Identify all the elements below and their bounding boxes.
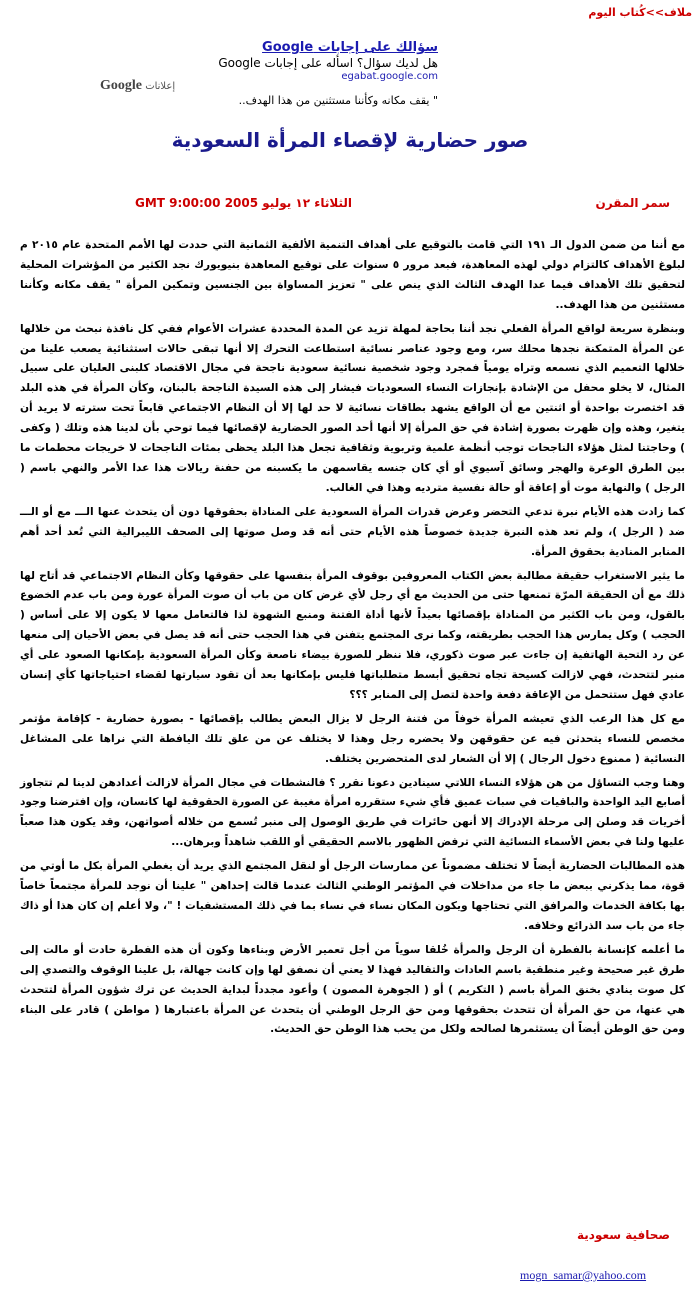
article-paragraph: وبنظرة سريعة لواقع المرأة الفعلي نجد أننا بحاجة لمهلة تزيد عن المدة المحددة عشرات الأعوام ففي كل نافذة نبحث من خلالها عن المرأة المتمكنة نجدها محلك سر، ومع وجود عناصر نسائية استطاعت التحرك إلا أنها تبقى حالات استثنائية يصعب علينا من خلالها التعميم الذي نسمعه وتراه يومياً فمجرد وجود شخصية نسائية سعودية ناجحة في مجال الاقتصاد كلبنى العليان على سبيل المثال، لا يخلو محفل من الإشادة بإنجازات النساء السعوديات فيشار إلى هذه السيدة الناجحة بالبنان، وكأن المرأة في هذه البلد قد اختصرت بواحدة أو اثنتين مع أن الواقع يشهد بطاقات نسائية لا حد لها إلا أن النظام الاجتماعي قابعاً تحت سترته لا يريد أن يتغير، وهذه وإن ظهرت بصورة إشادة في حق المرأة إلا أنها أحد الصور الحضارية لإقصائها فيما توحي بأن لدينا هذه وتلك ( وكفى ) وحاجتنا لمثل هؤلاء الناجحات توجب أنظمة علمية وتربوية وثقافية تجعل هذا البلد يحظى بمئات الناجحات لا خريجات محطمات ما بين الطرق الوعرة والهجر وسائق آسيوي أو أي كان جنسه يقاسمهن ما يكسبنه من حفنة ريالات هذا عدا الأمر والنهي باسم ( الرجل ) والنهاية موت أو إعاقة أو حالة نفسية مترديه وهذا في الغالب. bbox=[20, 322, 685, 494]
article-paragraph: هذه المطالبات الحضارية أيضاً لا تختلف مضموناً عن ممارسات الرجل أو لنقل المجتمع الذي يريد أن يغطي المرأة بكل ما أوتي من قوة، مما يذكرني ببعض ما جاء من مداخلات في المؤتمر الوطني الثالث عندما قالت إحداهن " علينا أن نوجد للمرأة مجتمعاً خاصاً بها بكافة الخدمات والمرافق التي تحتاجها ويكون المكان نساء في نساء بما في ذلك المستشفيات ! "، ولا أعلم إن كان هذا أو ذاك جاء من باب سد الذرائع وخلافه. bbox=[20, 860, 685, 932]
ad-description: هل لديك سؤال؟ اسأله على إجابات Google bbox=[218, 56, 438, 70]
author-signature: صحافية سعودية bbox=[577, 1228, 670, 1242]
ads-label: إعلانات bbox=[145, 81, 176, 92]
google-ads-label[interactable] bbox=[100, 78, 175, 94]
article-paragraph: ما يثير الاستغراب حقيقة مطالبة بعض الكتاب المعروفين بوقوف المرأة بنفسها على حقوقها وكأن النظام الاجتماعي قد أتاح لها ذلك مع أن الحقيقة المرّة تمنعها حتى من الحديث مع أي رجل لأي غرض كان من باب أن صوت المرأة عورة ومن باب عدم الخضوع بالقول، ومن باب الكثير من المناداة بإقصائها بعيداً لأنها أداة الفتنة ومنبع الشهوة لذا فالتعامل معها لا يكون إلا على أساس ( الحجب ) وكل يمارس هذا الحجب بطريقته، وكما نرى المجتمع يتفنن في هذا الحجب حتى أنه قد يصل في بعض الأحيان إلى منعها عن رد التحية الهاتفية إن جاءت عبر صوت ذكوري، فلا ننظر للصورة بيضاء ناصعة وكأن المرأة السعودية بإمكانها الصعود على أي منبر لتتحدث، فهي لازالت كسيحة تجاه تحقيق أبسط متطلباتها فليس بإمكانها بعد أن تقود سيارتها لقضاء احتياجاتها كأي إنسان عادي فهل ستتحمل من الإعاقة دفعة واحدة لتصل إلى المنابر ؟؟؟ bbox=[20, 569, 685, 701]
article-date: الثلاثاء ١٢ يوليو 2005 GMT 9:00:00 bbox=[135, 196, 353, 210]
ad-title-link[interactable]: سؤالك على إجابات Google bbox=[262, 40, 438, 55]
article-paragraph: كما زادت هذه الأيام نبرة تدعي التحضر وعرض قدرات المرأة السعودية على المناداة بحقوقها دون أن يتحدث عنها الـــ مع أو الـــ ضد ( الرجل )، ولم تعد هذه النبرة جديدة خصوصاً هذه الأيام حتى أنه قد وصل صوتها إلى الصحف الليبرالية التي تُعد أحد أهم المنابر المنادية بحقوق المرأة. bbox=[20, 505, 685, 558]
article-body bbox=[20, 236, 685, 1044]
ad-url[interactable]: egabat.google.com bbox=[341, 71, 438, 82]
breadcrumb[interactable]: ملاف>>كُتاب اليوم bbox=[588, 6, 692, 19]
article-paragraph: وهنا وجب التساؤل من هن هؤلاء النساء اللاتي سينادين دعونا نقرر ؟ فالنشطات في مجال المرأة لازالت أعدادهن لدينا لم تتجاوز أصابع اليد الواحدة والباقيات في سبات عميق فأي شيء ستقرره امرأة مغيبة عن الصورة الحقوقية لها كانسان، وإن افترضنا وجود أخريات قد وصلن إلى مرحلة الإدراك إلا أنهن حائرات في طريق الوصول إلى منبر تُسمع من خلاله أصواتهن، وقد يكون هذا صعباً عليها ولنا في بعض الأسماء النسائية التي ترفض الظهور بالاسم الحقيقي أو اللقب شاهداً وبرهان... bbox=[20, 776, 685, 849]
google-logo: Google bbox=[100, 78, 142, 93]
ad-tail-text: " يقف مكانه وكأننا مستثنين من هذا الهدف.. bbox=[238, 94, 438, 107]
article-paragraph: مع أننا من ضمن الدول الـ ١٩١ التي قامت بالتوقيع على أهداف التنمية الألفية الثمانية التي حددت لها الأمم المتحدة عام ٢٠١٥ م لبلوغ الأهداف كالتزام دولي لهذه المعاهدة، فبعد مرور ٥ سنوات على توقيع المعاهدة بنيويورك نجد الكثير من المؤشرات المحلية لتحقيق تلك الأهداف فيما عدا الهدف الثالث الذي ينص على " تعزيز المساواة بين الجنسين وتمكين المرأة " يقف مكانه وكأننا مستثنين من هذا الهدف.. bbox=[20, 239, 686, 311]
article-paragraph: ما أعلمه كإنسانة بالفطرة أن الرجل والمرأة خُلقا سوياً من أجل تعمير الأرض وبناءها وكون أن هذه الفطرة حادت أو مالت إلى طرق غير صحيحة وغير منطقية باسم العادات والتقاليد فهذا لا يعني أن نصفق لها وإن كانت جهالة، بل علينا الوقوف والتصدي إلى كل صوت ينادي بخنق المرأة باسم ( التكريم ) أو ( الجوهرة المصون ) وأعود مجدداً لبداية الحديث عن ترك شؤون المرأة لتتحدث هي عنها، من حق المرأة أن تتحدث بحقوقها ومن حق الرجل الوطني أن يتحدث عن المرأة باعتبارها ( مواطن ) قادر على البناء ومن حق الوطن أيضاً أن يستثمرها لصالحه ولكل من يحب هذا الوطن حق الحديث. bbox=[20, 943, 685, 1036]
article-author: سمر المقرن bbox=[595, 196, 670, 210]
author-email-link[interactable]: mogn_samar@yahoo.com bbox=[520, 1268, 647, 1282]
article-title: صور حضارية لإقصاء المرأة السعودية bbox=[171, 128, 529, 152]
google-ad[interactable] bbox=[218, 40, 438, 82]
article-paragraph: مع كل هذا الرعب الذي تعيشه المرأة خوفاً من فتنة الرجل لا يزال البعض يطالب بإقصائها - بصورة حضارية - كإقامة مؤتمر مخصص للنساء يتحدثن فيه عن حقوقهن ولا يحضره رجل وهذا لا يختلف عن من علق تلك اليافطة التي نراها على المشاغل النسائية ( ممنوع دخول الرجال ) إلا أن الشعار لدى المتحضرين يختلف. bbox=[20, 712, 685, 765]
